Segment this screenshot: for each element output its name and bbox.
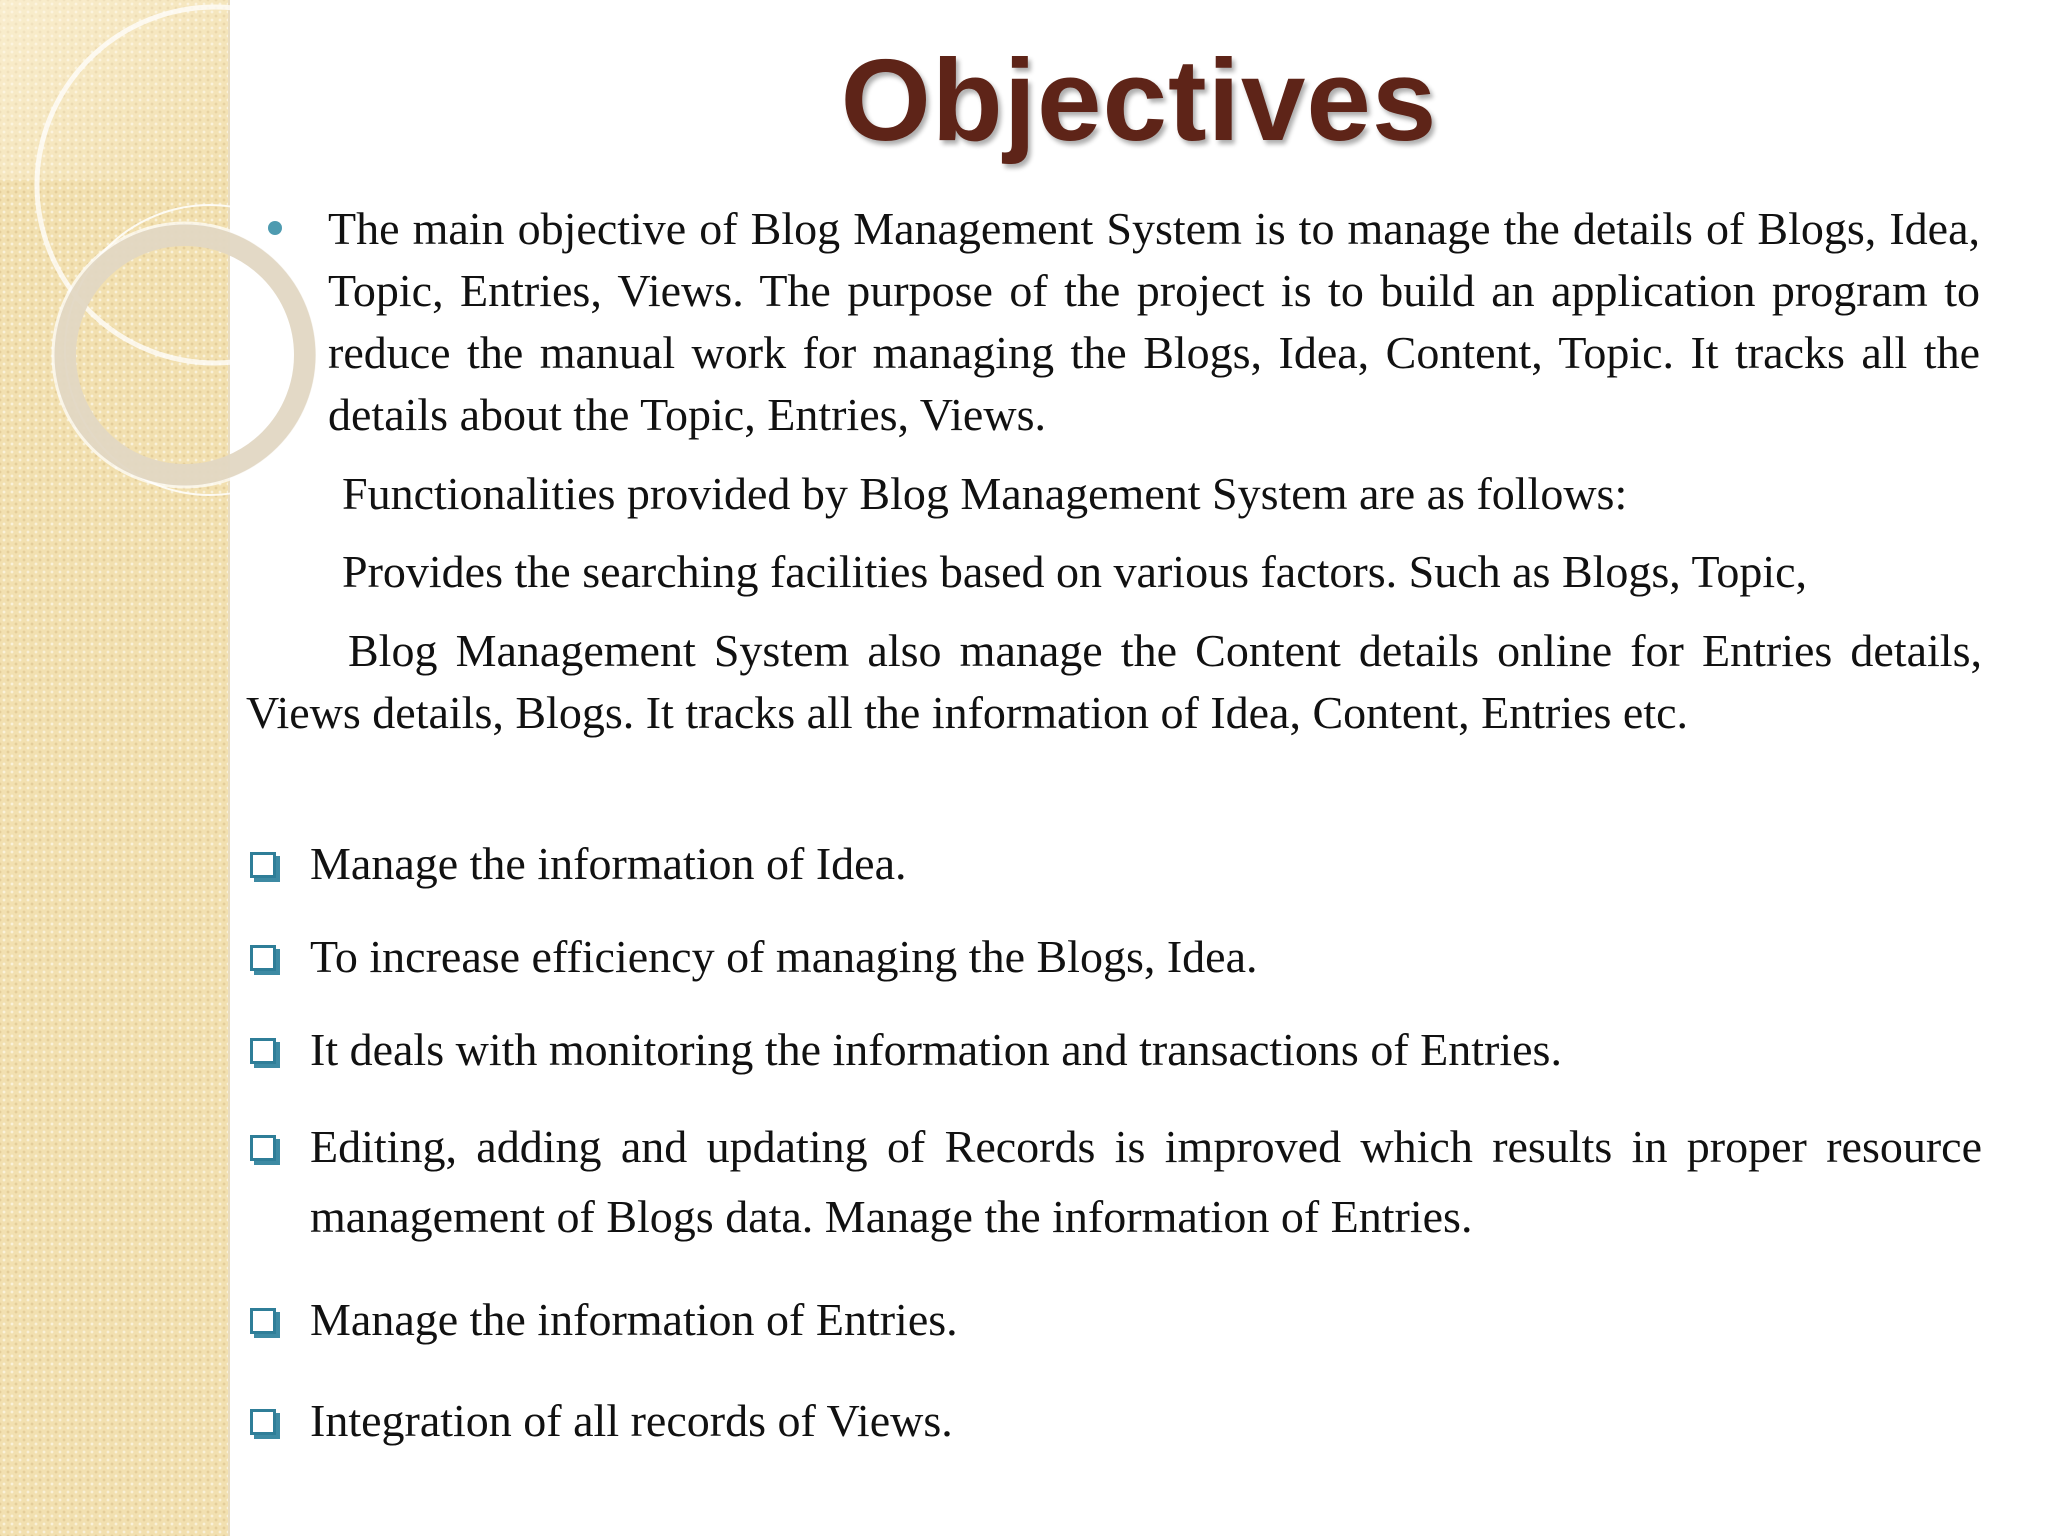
checkbox-bullet-icon (250, 1038, 276, 1064)
checkbox-bullet-icon (250, 852, 276, 878)
content-paragraph: Blog Management System also manage the Content details online for Entries details, Views details, Blogs. It tracks all the information of Idea, Content, Entries etc. (246, 625, 1982, 738)
slide-title: Objectives (840, 35, 1438, 165)
checklist-item-text: Manage the information of Entries. (310, 1294, 958, 1345)
checkbox-bullet-icon (250, 1135, 276, 1161)
searching-line: Provides the searching facilities based on various factors. Such as Blogs, Topic, (342, 546, 1808, 597)
checklist-item-text: To increase efficiency of managing the Blogs, Idea. (310, 931, 1258, 982)
checklist-item (246, 1386, 1982, 1456)
checklist-item (246, 1112, 1982, 1252)
checklist-item-text: Manage the information of Idea. (310, 838, 907, 889)
checklist-item (246, 1285, 1982, 1355)
checkbox-bullet-icon (250, 1308, 276, 1334)
intro-paragraph: The main objective of Blog Management System is to manage the details of Blogs, Idea, Topic, Entries, Views. The purpose of the project is to build an application program to reduce the manual work for managing the Blogs, Idea, Content, Topic. It tracks all the details about the Topic, Entries, Views. (328, 203, 1980, 440)
checkbox-bullet-icon (250, 945, 276, 971)
bullet-dot-icon (268, 221, 282, 235)
checklist-item-text: Integration of all records of Views. (310, 1395, 953, 1446)
checklist-item (246, 829, 1982, 899)
functionalities-line: Functionalities provided by Blog Management System are as follows: (342, 468, 1628, 519)
checklist-item (246, 922, 1982, 992)
checklist-item-text: It deals with monitoring the information and transactions of Entries. (310, 1024, 1562, 1075)
checklist-item (246, 1015, 1982, 1085)
checkbox-bullet-icon (250, 1409, 276, 1435)
checklist-item-text: Editing, adding and updating of Records is improved which results in proper resource management of Blogs data. Manage the information of Entries. (310, 1121, 1982, 1242)
